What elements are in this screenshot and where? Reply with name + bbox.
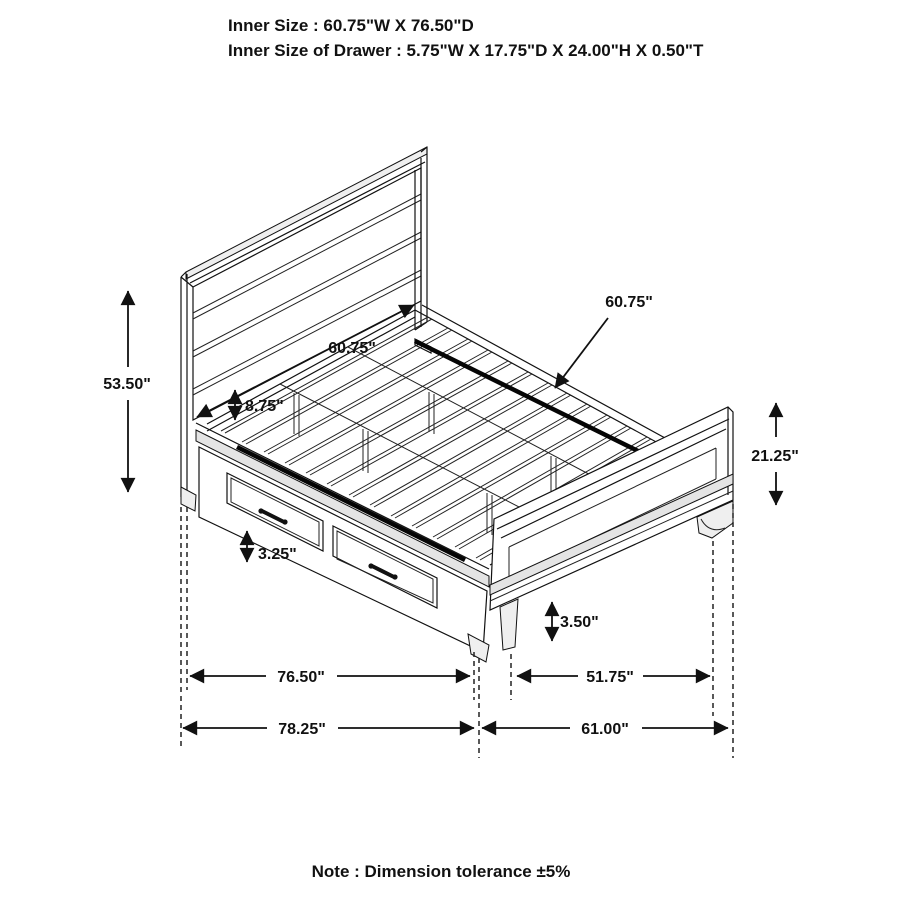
footboard-height-label: 21.25" xyxy=(751,448,799,465)
foot-section-span-label: 51.75" xyxy=(586,669,634,686)
title-block xyxy=(228,16,704,60)
far-side-rail xyxy=(415,305,687,455)
dimension-inner-width-foot xyxy=(555,294,653,388)
inner-depth-label: 76.50" xyxy=(277,669,325,686)
dimension-overall-width xyxy=(482,721,728,738)
dimension-inner-depth xyxy=(190,669,470,686)
inner-width-foot-label: 60.75" xyxy=(605,294,653,311)
inner-size-text: Inner Size : 60.75"W X 76.50"D xyxy=(228,16,474,35)
drawer-front-height-label: 3.25" xyxy=(258,546,297,563)
floor-clearance-label: 3.50" xyxy=(560,614,599,631)
dimension-overall-depth xyxy=(183,721,474,738)
footboard-left-leg xyxy=(500,599,518,650)
side-rail-drawers xyxy=(196,423,489,662)
headboard-left-post xyxy=(181,272,193,499)
tolerance-note: Note : Dimension tolerance ±5% xyxy=(311,862,571,881)
headboard-height-label: 53.50" xyxy=(103,376,151,393)
overall-width-label: 61.00" xyxy=(581,721,629,738)
inner-width-head-label: 60.75" xyxy=(328,340,376,357)
dimension-footboard-height xyxy=(751,403,799,505)
head-rail-height-label: 8.75" xyxy=(245,398,284,415)
dimension-foot-section-span xyxy=(517,669,710,686)
dimension-headboard-height xyxy=(103,291,151,492)
dimension-floor-clearance xyxy=(552,602,599,641)
drawer-inner-size-text: Inner Size of Drawer : 5.75"W X 17.75"D X 24.00"H X 0.50"T xyxy=(228,41,704,60)
headboard-left-foot xyxy=(181,487,196,511)
overall-depth-label: 78.25" xyxy=(278,721,326,738)
